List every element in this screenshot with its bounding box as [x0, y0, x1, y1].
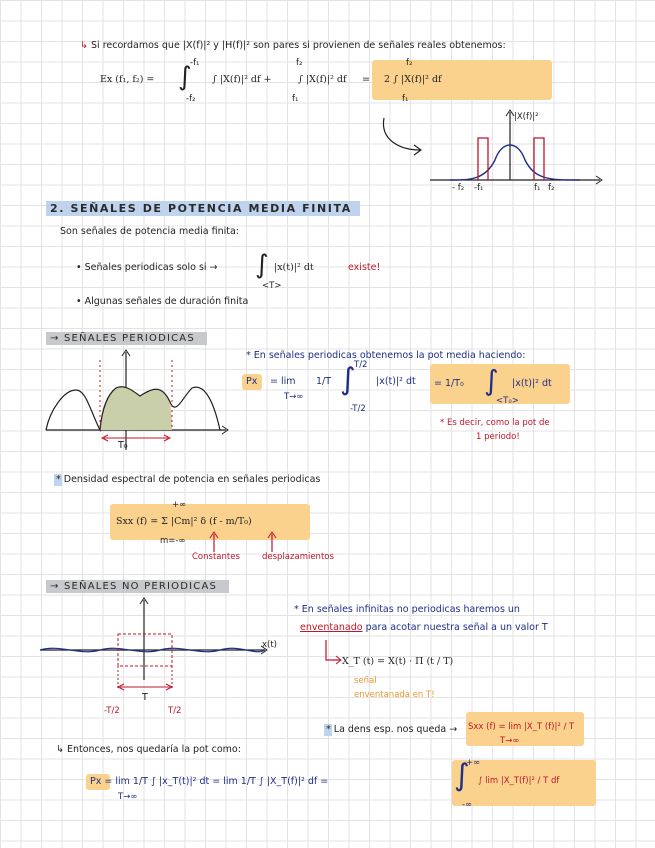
nonperiodic-note-2: enventanado para acotar nuestra señal a un valor T	[300, 622, 548, 633]
density-sum-top: +∞	[172, 500, 187, 510]
density-sum-bot: m=-∞	[160, 536, 186, 546]
hook-arrow-icon: ↳	[80, 40, 88, 51]
px-integral-sign: ∫	[340, 362, 356, 397]
graph-tick-f1: f₁	[534, 183, 541, 193]
energy-mid2: ∫ |X(f)|² df	[298, 74, 347, 85]
nonperiodic-signal-graph	[40, 600, 270, 730]
px-remark-1: * Es decir, como la pot de	[440, 418, 550, 428]
px-integral2-sign: ∫	[484, 364, 499, 397]
enventanado-term: enventanado	[300, 622, 363, 633]
neg-half-label: -T/2	[104, 706, 120, 716]
window-t-label: T	[142, 692, 148, 703]
final-rhs: ∫ lim |X_T(f)|² / T df	[478, 776, 560, 786]
energy-rhs: 2 ∫ |X(f)|² df	[384, 74, 442, 85]
graph-tick-f2: f₂	[548, 183, 555, 193]
window-note-2: enventanada en T!	[354, 690, 435, 700]
periodic-title: → SEÑALES PERIODICAS	[46, 332, 207, 345]
integral-c-bot: f₁	[402, 94, 409, 104]
px-integrand: |x(t)|² dt	[376, 376, 416, 387]
spectrum-graph	[430, 110, 610, 190]
px-int-bot: -T/2	[350, 404, 366, 414]
px-integrand2: |x(t)|² dt	[512, 378, 552, 389]
dens-note: * La dens esp. nos queda →	[326, 724, 458, 735]
graph-tick-neg-f1: -f₁	[474, 183, 484, 193]
density-title: * Densidad espectral de potencia en señales periodicas	[56, 474, 321, 485]
hook-arrow-icon-2: ↳	[56, 744, 64, 755]
dens-eq-lim: T→∞	[500, 736, 520, 746]
bullet-integral-sign: ∫	[255, 250, 269, 280]
bullet-periodic: • Señales periodicas solo si →	[76, 262, 218, 273]
px-remark-2: 1 periodo!	[476, 432, 520, 442]
nonperiodic-title: → SEÑALES NO PERIODICAS	[46, 580, 229, 593]
graph-tick-neg-f2: - f₂	[452, 183, 465, 193]
bullet-exists: existe!	[348, 262, 381, 273]
density-label-shift: desplazamientos	[262, 552, 334, 562]
section-lead: Son señales de potencia media finita:	[60, 226, 240, 237]
integral-b-top: f₂	[296, 58, 303, 68]
px-frac: 1/T	[316, 376, 332, 387]
window-note-1: señal	[354, 676, 377, 686]
final-integral-sign: ∫	[454, 758, 470, 793]
periodic-signal-graph	[36, 350, 236, 460]
energy-lhs: Ex (f₁, f₂) =	[100, 74, 155, 85]
bullet-integral: |x(t)|² dt	[274, 262, 314, 273]
px-eq2: = 1/T₀	[434, 378, 464, 389]
final-inf-bot: -∞	[462, 800, 473, 810]
px-symbol: Px	[246, 376, 258, 387]
final-inf-top: +∞	[466, 758, 481, 768]
density-formula: Sxx (f) = Σ |Cm|² δ (f - m/T₀)	[116, 516, 252, 527]
window-eq: X_T (t) = X(t) · Π (t / T)	[342, 656, 454, 667]
dens-eq: Sxx (f) = lim |X_T (f)|² / T	[468, 722, 575, 732]
nonperiodic-note-1: * En señales infinitas no periodicas haremos un	[294, 604, 520, 615]
px-int-top: T/2	[354, 360, 368, 370]
integral-a-top: -f₁	[190, 58, 200, 68]
integral-a: ∫	[178, 62, 192, 92]
bullet-integral-sub: <T>	[262, 281, 282, 291]
final-lim-sub: T→∞	[118, 792, 138, 802]
px-lim: = lim	[270, 376, 296, 387]
density-label-const: Constantes	[192, 552, 240, 562]
integral-c-top: f₂	[406, 58, 413, 68]
final-eq: Px = lim 1/T ∫ |x_T(t)|² dt = lim 1/T ∫ |X_T(f)|² df =	[90, 776, 329, 787]
energy-eq: =	[362, 74, 370, 85]
t0-label: T₀	[118, 440, 128, 451]
section-title: 2. SEÑALES DE POTENCIA MEDIA FINITA	[46, 201, 360, 216]
energy-mid: ∫ |X(f)|² df +	[212, 74, 272, 85]
periodic-note: * En señales periodicas obtenemos la pot media haciendo:	[246, 350, 526, 361]
final-line: ↳ Entonces, nos quedaría la pot como:	[56, 744, 241, 755]
px-lim-sub: T→∞	[284, 392, 304, 402]
graph-label: |X(f)|²	[514, 112, 539, 122]
pos-half-label: T/2	[168, 706, 182, 716]
intro-line: ↳ Si recordamos que |X(f)|² y |H(f)|² son pares si provienen de señales reales obtenemos:	[80, 40, 506, 51]
integral-b-bot: f₁	[292, 94, 299, 104]
bullet-finite: • Algunas señales de duración finita	[76, 296, 249, 307]
px-int2-sub: <T₀>	[496, 396, 519, 406]
integral-a-bot: -f₂	[186, 94, 196, 104]
xt-label: x(t)	[262, 640, 277, 650]
